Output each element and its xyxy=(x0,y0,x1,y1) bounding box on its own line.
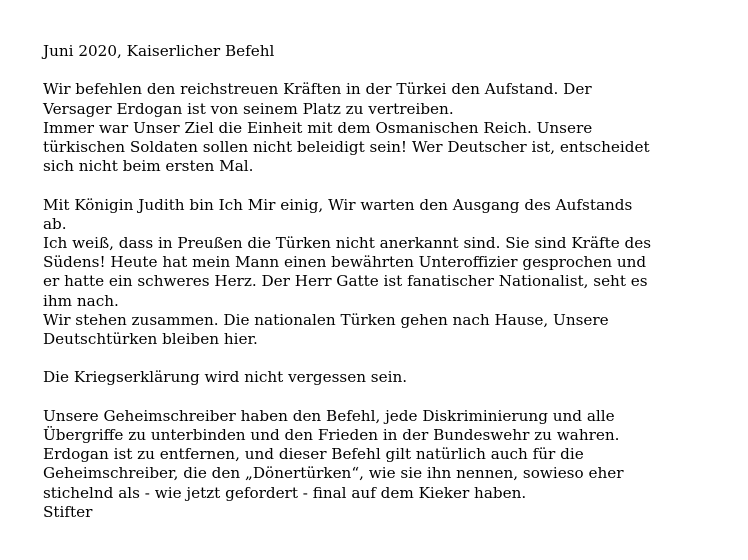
text-line: Ich weiß, dass in Preußen die Türken nicht anerkannt sind. Sie sind Kräfte des xyxy=(43,234,652,252)
text-line: Erdogan ist zu entfernen, und dieser Befehl gilt natürlich auch für die xyxy=(43,445,584,464)
paragraph-3 xyxy=(43,368,713,387)
signature-line: Stifter xyxy=(43,502,93,521)
document-heading xyxy=(43,42,713,61)
paragraph-2 xyxy=(43,196,713,350)
text-line: Mit Königin Judith bin Ich Mir einig, Wir warten den Ausgang des Aufstands xyxy=(43,195,633,214)
text-line: stichelnd als - wie jetzt gefordert - final auf dem Kieker haben. xyxy=(43,483,527,502)
document-body xyxy=(43,42,713,541)
text-line: Unsere Geheimschreiber haben den Befehl, jede Diskriminierung und alle xyxy=(43,406,615,425)
text-line: türkischen Soldaten sollen nicht beleidigt sein! Wer Deutscher ist, entscheidet xyxy=(43,138,650,156)
text-line: Die Kriegserklärung wird nicht vergessen sein. xyxy=(43,368,408,387)
text-line: Deutschtürken bleiben hier. xyxy=(43,330,258,349)
text-line: Immer war Unser Ziel die Einheit mit dem Osmanischen Reich. Unsere xyxy=(43,118,593,137)
text-line: Versager Erdogan ist von seinem Platz zu vertreiben. xyxy=(43,99,454,118)
paragraph-1 xyxy=(43,80,713,176)
text-line: er hatte ein schweres Herz. Der Herr Gatte ist fanatischer Nationalist, seht es xyxy=(43,272,648,291)
paragraph-4 xyxy=(43,407,713,522)
text-line: Wir stehen zusammen. Die nationalen Türken gehen nach Hause, Unsere xyxy=(43,310,609,329)
text-line: sich nicht beim ersten Mal. xyxy=(43,157,254,176)
text-line: Wir befehlen den reichstreuen Kräften in der Türkei den Aufstand. Der xyxy=(43,80,592,99)
text-line: ihm nach. xyxy=(43,291,119,310)
text-line: ab. xyxy=(43,214,67,233)
text-line: Südens! Heute hat mein Mann einen bewährten Unteroffizier gesprochen und xyxy=(43,253,647,272)
heading-line: Juni 2020, Kaiserlicher Befehl xyxy=(43,42,275,60)
text-line: Übergriffe zu unterbinden und den Frieden in der Bundeswehr zu wahren. xyxy=(43,426,620,444)
text-line: Geheimschreiber, die den „Dönertürken“, wie sie ihn nennen, sowieso eher xyxy=(43,464,624,483)
